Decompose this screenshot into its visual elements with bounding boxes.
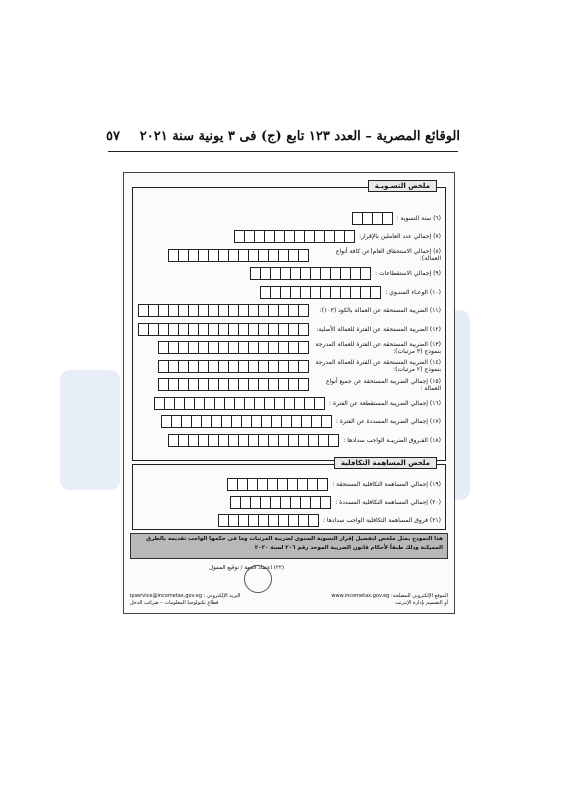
settlement-summary-title: ملخص التسـويـة [368, 180, 437, 192]
digit-box[interactable] [298, 304, 309, 317]
digit-boxes [155, 397, 325, 410]
digit-boxes [261, 286, 381, 299]
digit-boxes [228, 478, 328, 491]
digit-box[interactable] [298, 249, 309, 262]
field-label: (١٧) إجمالي الضريبة المسددة عن الفترة : [335, 418, 441, 425]
form-row [132, 211, 444, 225]
footer-email: البريد الإلكتروني : ipservice@incometax.gov.eg قطاع تكنولوجيا المعلومات – ضرائب الدخل [130, 593, 241, 606]
digit-box[interactable] [314, 397, 325, 410]
digit-boxes [159, 360, 309, 373]
form-row [132, 230, 444, 244]
digit-box[interactable] [308, 514, 319, 527]
digit-box[interactable] [344, 230, 355, 243]
digit-boxes [162, 415, 332, 428]
digit-boxes [169, 249, 309, 262]
field-label: (٩) إجمالي الاستقطاعات : [375, 270, 441, 277]
form-row [132, 285, 444, 299]
official-seal-icon [244, 565, 272, 593]
footer-website: الموقع الإلكتروني للمصلحة: www.incometax.gov.eg أو التصميم بإدارة الإنترنت [331, 593, 448, 606]
digit-box[interactable] [328, 434, 339, 447]
digit-boxes [169, 434, 339, 447]
digit-boxes [159, 341, 309, 354]
form-row [132, 248, 444, 262]
field-label: (١٥) إجمالي الضريبة المستحقة عن جميع أنواع العمالة : [325, 377, 441, 392]
digit-boxes [139, 323, 309, 336]
tax-settlement-form [123, 172, 455, 614]
field-label: (١٩) إجمالي المساهمة التكافلية المستحقة : [332, 480, 441, 488]
digit-box[interactable] [360, 267, 371, 280]
digit-box[interactable] [298, 360, 309, 373]
form-row [132, 495, 444, 509]
form-row [132, 433, 444, 447]
form-row [132, 267, 444, 281]
digit-box[interactable] [298, 341, 309, 354]
digit-boxes [235, 230, 355, 243]
page-number: ٥٧ [106, 128, 120, 144]
legal-notice: هذا النموذج يمثل ملخص لتفصيل إقرار التسوية السنوى لضريبة المرتبات وما فى حكمها الواجب تقديمه بالطرق المميكنة وذلك طبقاً لأحكام قانون الضريبة الموحد رقم ٢٠٦ لسنة ٢٠٢٠ [130, 533, 448, 559]
form-row [132, 304, 444, 318]
field-label: (٨) إجمالي الاستحقاق العام(عن كافة أنواع العمالة): [335, 248, 441, 262]
field-label: (٢١) فروق المساهمة التكافلية الواجب سدادها : [322, 516, 441, 524]
digit-boxes [139, 304, 309, 317]
digit-box[interactable] [298, 323, 309, 336]
field-label: (١١) الضريبة المستحقة عن العمالة بالكود (١٠٣): [319, 307, 441, 314]
digit-box[interactable] [370, 286, 381, 299]
digit-boxes [159, 378, 309, 391]
field-label: (١٤) الضريبة المستحقة عن الفترة للعمالة المدرجة بنموذج (٢ مرتبات): [315, 359, 441, 373]
field-label: (١٨) الفـروق الضريبـة الواجب سدادها : [343, 436, 441, 444]
digit-boxes [353, 212, 393, 225]
form-row [132, 396, 444, 410]
page-header [106, 124, 460, 148]
form-row [132, 322, 444, 336]
field-label: (١٠) الوعـاء السنـوي : [385, 288, 441, 296]
form-row [132, 477, 444, 491]
digit-boxes [219, 514, 319, 527]
solidarity-summary-title: ملخص المساهمة التكافلية [334, 457, 437, 469]
form-row [132, 513, 444, 527]
digit-boxes [231, 496, 331, 509]
field-label: (١٢) الضريبة المستحقة عن الفترة للعمالة الأصلية: [316, 325, 441, 333]
digit-box[interactable] [298, 378, 309, 391]
digit-boxes [251, 267, 371, 280]
header-title: الوقائع المصرية – العدد ١٢٣ تابع (ج) فى ٣ يونية سنة ٢٠٢١ [139, 128, 460, 144]
digit-box[interactable] [382, 212, 393, 225]
form-row [132, 359, 444, 373]
signature-label: (٢٢) اعتماد الجهة / توقيع الممول [209, 565, 284, 571]
field-label: (٢٠) إجمالي المساهمة التكافلية المسددة : [335, 498, 441, 506]
field-label: (٦) سنة التسوية : [396, 214, 441, 222]
digit-box[interactable] [321, 415, 332, 428]
form-row [132, 378, 444, 392]
form-row [132, 415, 444, 429]
field-label: (١٣) الضريبة المستحقة عن الفترة للعمالة المدرجة بنموذج (٣ مرتبات): [315, 340, 441, 355]
form-row [132, 341, 444, 355]
field-label: (٧) إجمالي عدد العاملين بالإقرار: [359, 233, 441, 240]
digit-box[interactable] [320, 496, 331, 509]
field-label: (١٦) إجمالي الضريبة المستقطعة عن الفترة : [329, 399, 441, 407]
header-divider [108, 151, 458, 152]
digit-box[interactable] [317, 478, 328, 491]
